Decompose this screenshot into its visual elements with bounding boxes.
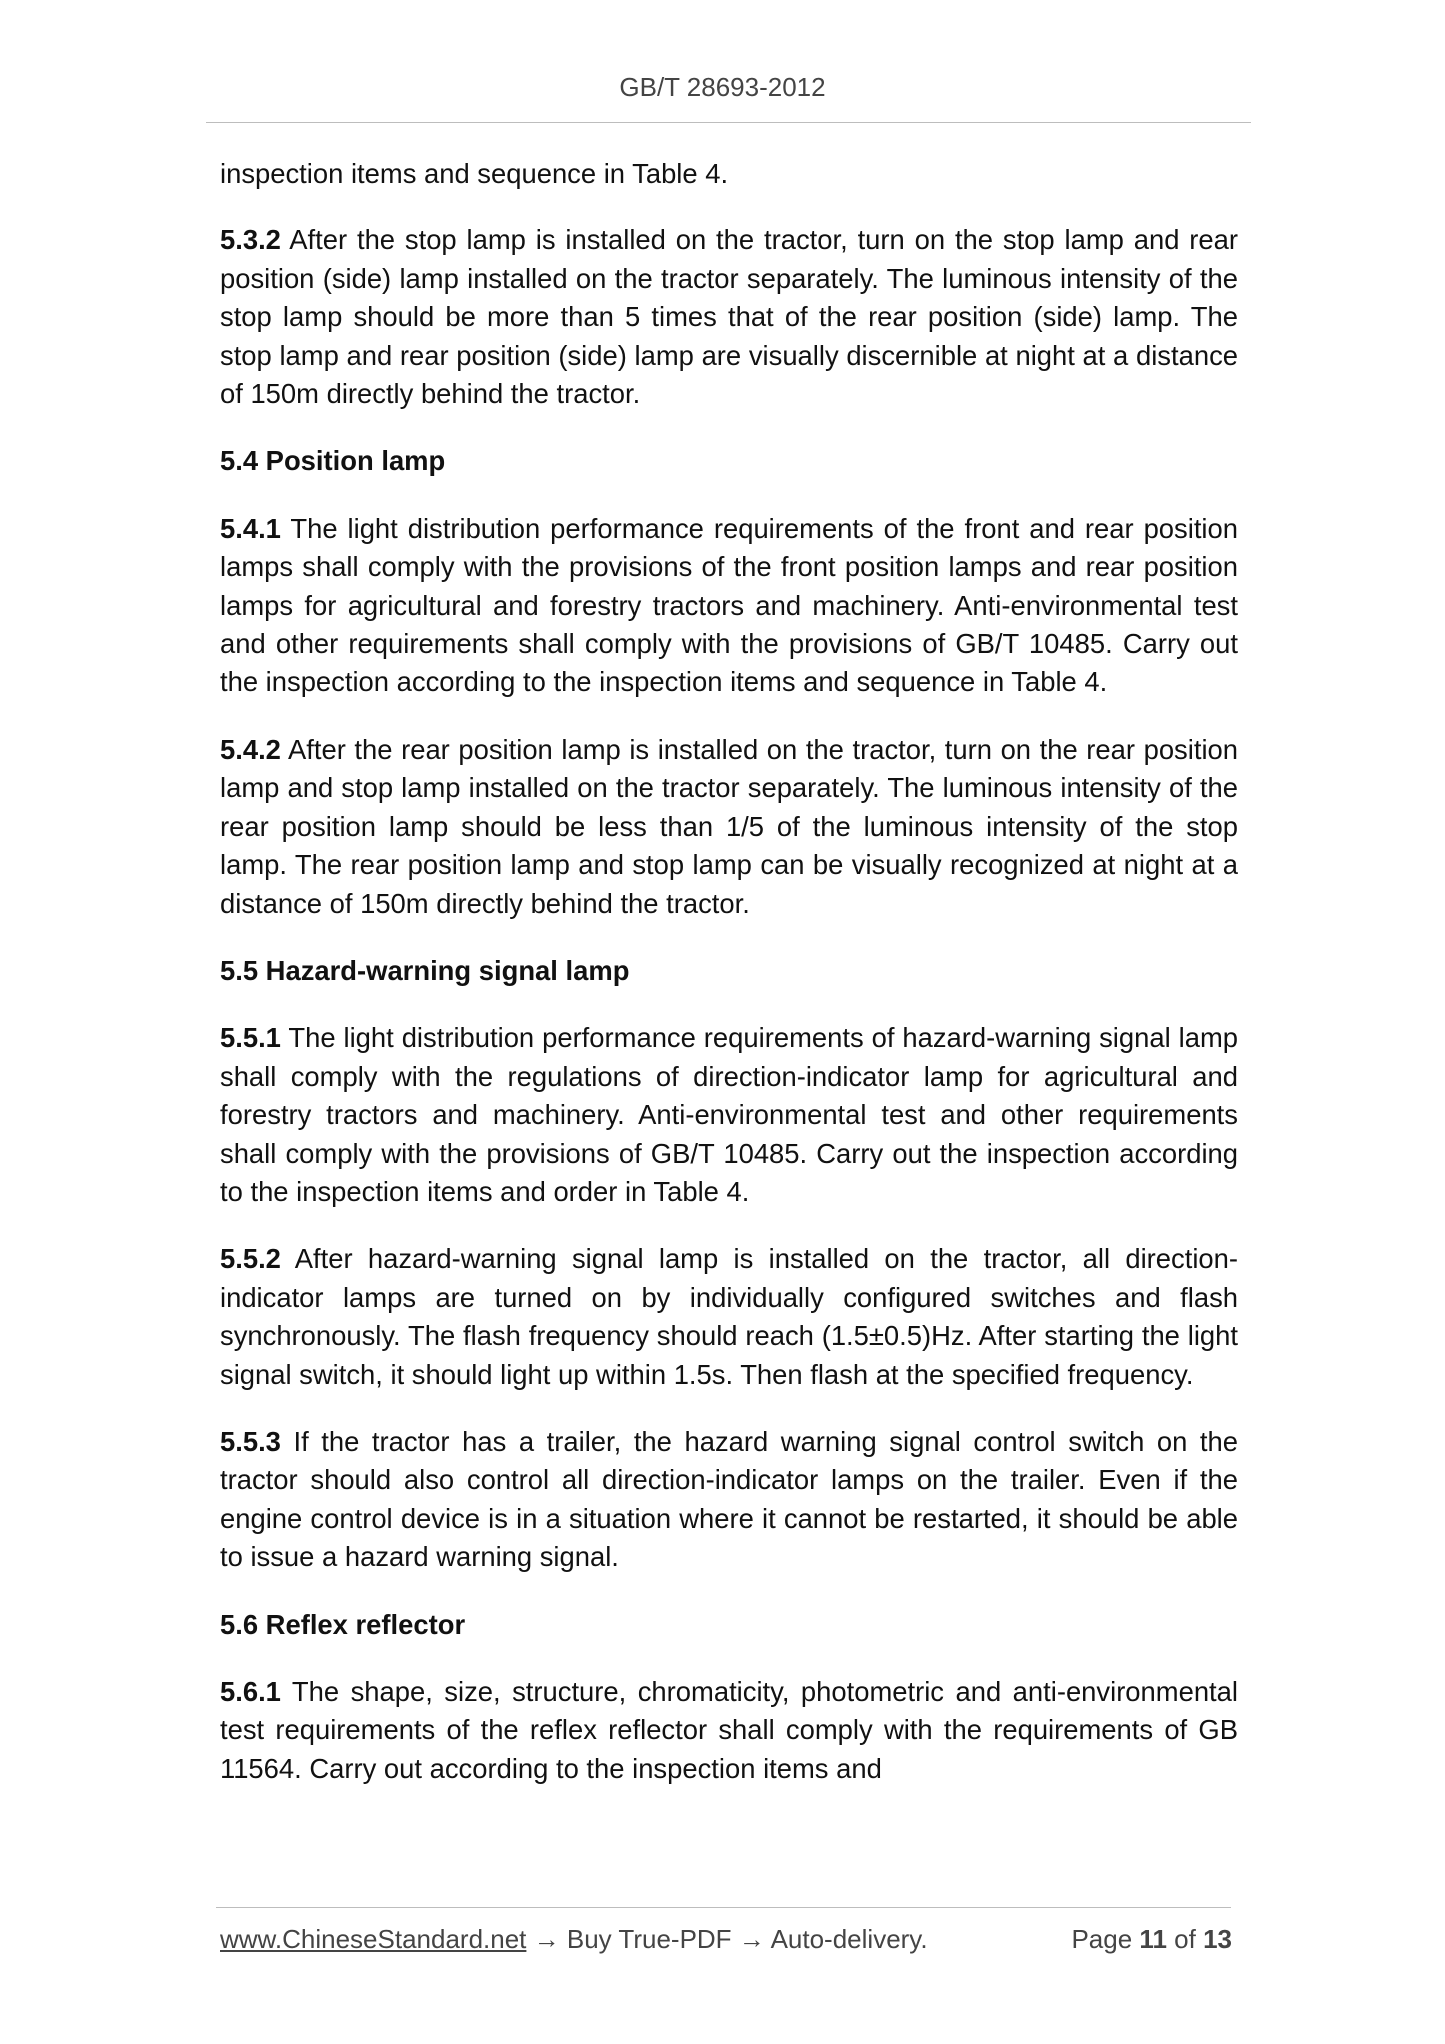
clause-text: If the tractor has a trailer, the hazard warning signal control switch on the tractor should also control all direction-indicator lamps on the trailer. Even if the engine control device is in a situation where it cannot be restarted, it should be able to issue a hazard warning signal. (220, 1425, 1238, 1573)
page-footer (220, 1924, 1232, 1955)
clause-text: The light distribution performance requirements of hazard-warning signal lamp shall comply with the regulations of direction-indicator lamp for agricultural and forestry tractors and machinery. Anti-environmental test and other requirements shall comply with the provisions of GB/T 10485. Carry out the inspection according to the inspection items and order in Table 4. (220, 1022, 1238, 1207)
website-link[interactable]: www.ChineseStandard.net (220, 1924, 527, 1954)
clause-number: 5.6.1 (220, 1676, 281, 1707)
clause-5-4-1 (220, 510, 1238, 702)
page-total: 13 (1203, 1924, 1232, 1954)
clause-number: 5.5.3 (220, 1425, 281, 1457)
footer-divider (216, 1907, 1231, 1908)
clause-text: After the stop lamp is installed on the tractor, turn on the stop lamp and rear position (side) lamp installed on the tractor separately. The luminous intensity of the stop lamp should be more than 5 times that of the rear position (side) lamp. The stop lamp and rear position (side) lamp are visually discernible at night at a distance of 150m directly behind the tractor. (220, 224, 1238, 410)
section-heading-5-5: 5.5 Hazard-warning signal lamp (220, 954, 630, 986)
clause-number: 5.5.2 (220, 1243, 281, 1275)
section-heading-5-4: 5.4 Position lamp (220, 445, 446, 477)
clause-5-3-2 (220, 221, 1238, 413)
document-header: GB/T 28693-2012 (619, 72, 826, 102)
page-indicator (1071, 1924, 1232, 1955)
section-heading-5-6: 5.6 Reflex reflector (220, 1608, 466, 1640)
continuation-paragraph: inspection items and sequence in Table 4. (220, 158, 729, 189)
clause-number: 5.4.2 (220, 733, 281, 765)
clause-text: After the rear position lamp is installed on the tractor, turn on the rear position lamp and stop lamp installed on the tractor separately. The luminous intensity of the rear position lamp should be less than 1/5 of the luminous intensity of the stop lamp. The rear position lamp and stop lamp can be visually recognized at night at a distance of 150m directly behind the tractor. (220, 733, 1238, 919)
promo-text: → Buy True-PDF → Auto-delivery. (526, 1924, 928, 1954)
clause-text: After hazard-warning signal lamp is installed on the tractor, all direction-indicator lamps are turned on by individually configured switches and flash synchronously. The flash frequency should reach (1.5±0.5)Hz. After starting the light signal switch, it should light up within 1.5s. Then flash at the specified frequency. (220, 1243, 1238, 1390)
page-label: Page (1071, 1924, 1133, 1954)
clause-5-4-2 (220, 731, 1238, 923)
page-of: of (1174, 1924, 1196, 1954)
clause-5-5-2 (220, 1240, 1238, 1394)
page-current: 11 (1139, 1924, 1167, 1954)
header-divider (206, 122, 1251, 123)
clause-number: 5.4.1 (220, 512, 281, 544)
clause-number: 5.3.2 (220, 224, 281, 256)
clause-number: 5.5.1 (220, 1022, 281, 1054)
clause-5-6-1 (220, 1673, 1238, 1788)
clause-text: The shape, size, structure, chromaticity, photometric and anti-environmental test requirements of the reflex reflector shall comply with the requirements of GB 11564. Carry out according to the inspection items and (220, 1676, 1238, 1784)
clause-5-5-1 (220, 1019, 1238, 1211)
page-body (220, 155, 1238, 1817)
clause-5-5-3 (220, 1423, 1238, 1577)
clause-text: The light distribution performance requirements of the front and rear position lamps shall comply with the provisions of the front position lamps and rear position lamps for agricultural and forestry tractors and machinery. Anti-environmental test and other requirements shall comply with the provisions of GB/T 10485. Carry out the inspection according to the inspection items and sequence in Table 4. (220, 512, 1238, 698)
